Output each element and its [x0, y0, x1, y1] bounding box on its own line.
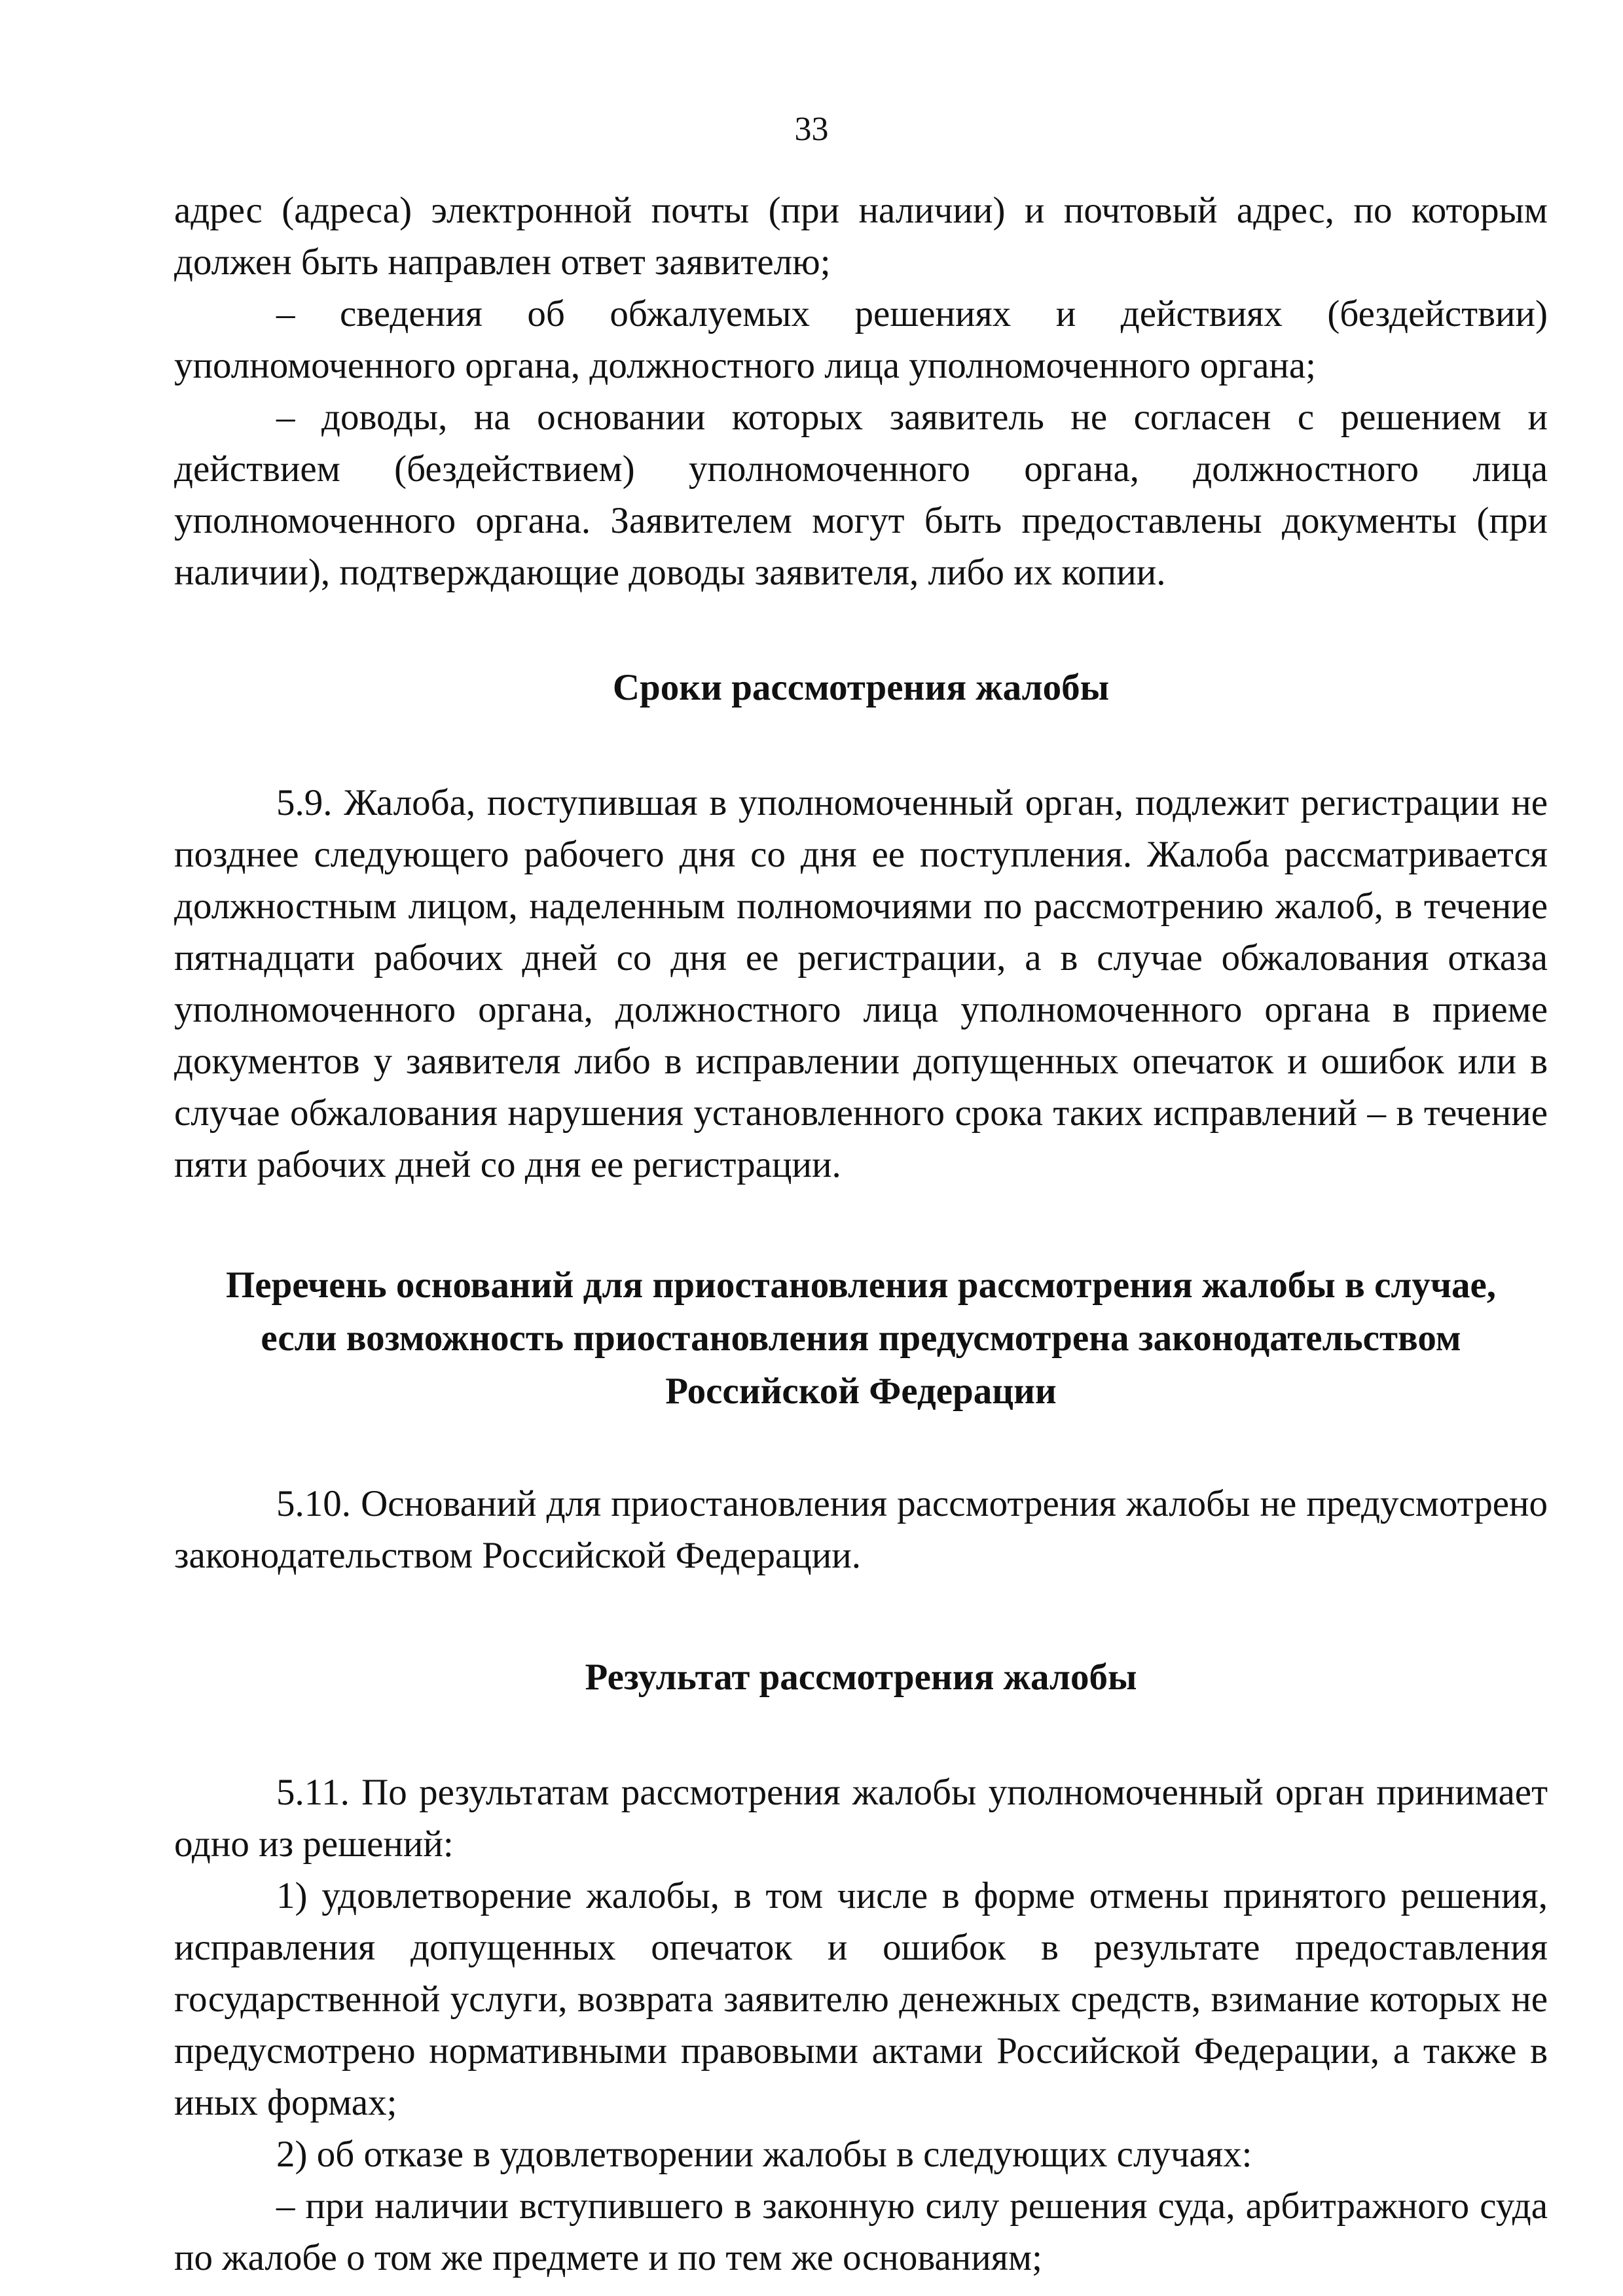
heading-suspension-line-3: Российской Федерации: [665, 1371, 1057, 1412]
page-number: 33: [794, 111, 829, 148]
paragraph-decisions-info: – сведения об обжалуемых решениях и действиях (бездействии) уполномоченного органа, должностного лица уполномоченного органа;: [174, 293, 1548, 386]
paragraph-5-10: 5.10. Оснований для приостановления рассмотрения жалобы не предусмотрено законодательством Российской Федерации.: [174, 1483, 1548, 1576]
paragraph-address: адрес (адреса) электронной почты (при наличии) и почтовый адрес, по которым должен быть направлен ответ заявителю;: [174, 190, 1548, 283]
list-item-1: 1) удовлетворение жалобы, в том числе в форме отмены принятого решения, исправления допущенных опечаток и ошибок в результате предоставления государственной услуги, возврата заявителю денежных средств, взимание которых не предусмотрено нормативными правовыми актами Российской Федерации, а также в иных формах;: [174, 1875, 1548, 2123]
document-body: [174, 185, 1548, 2284]
heading-review-terms: Сроки рассмотрения жалобы: [612, 667, 1110, 708]
paragraph-arguments: – доводы, на основании которых заявитель не согласен с решением и действием (бездействием) уполномоченного органа, должностного лица уполномоченного органа. Заявителем могут быть предоставлены документы (при наличии), подтверждающие доводы заявителя, либо их копии.: [174, 397, 1548, 593]
heading-review-result: Результат рассмотрения жалобы: [585, 1657, 1137, 1698]
heading-suspension-line-1: Перечень оснований для приостановления рассмотрения жалобы в случае,: [225, 1265, 1497, 1306]
list-item-2: 2) об отказе в удовлетворении жалобы в следующих случаях:: [276, 2134, 1252, 2175]
heading-suspension-grounds: [174, 1259, 1548, 1418]
paragraph-5-9: 5.9. Жалоба, поступившая в уполномоченный орган, подлежит регистрации не позднее следующего рабочего дня со дня ее поступления. Жалоба рассматривается должностным лицом, наделенным полномочиями по рассмотрению жалоб, в течение пятнадцати рабочих дней со дня ее регистрации, а в случае обжалования отказа уполномоченного органа, должностного лица уполномоченного органа в приеме документов у заявителя либо в исправлении допущенных опечаток и ошибок или в случае обжалования нарушения установленного срока таких исправлений – в течение пяти рабочих дней со дня ее регистрации.: [174, 782, 1548, 1185]
paragraph-5-11: 5.11. По результатам рассмотрения жалобы уполномоченный орган принимает одно из решений:: [174, 1772, 1548, 1865]
heading-suspension-line-2: если возможность приостановления предусмотрена законодательством: [261, 1318, 1461, 1359]
list-item-court-decision: – при наличии вступившего в законную силу решения суда, арбитражного суда по жалобе о том же предмете и по тем же основаниям;: [174, 2185, 1548, 2278]
